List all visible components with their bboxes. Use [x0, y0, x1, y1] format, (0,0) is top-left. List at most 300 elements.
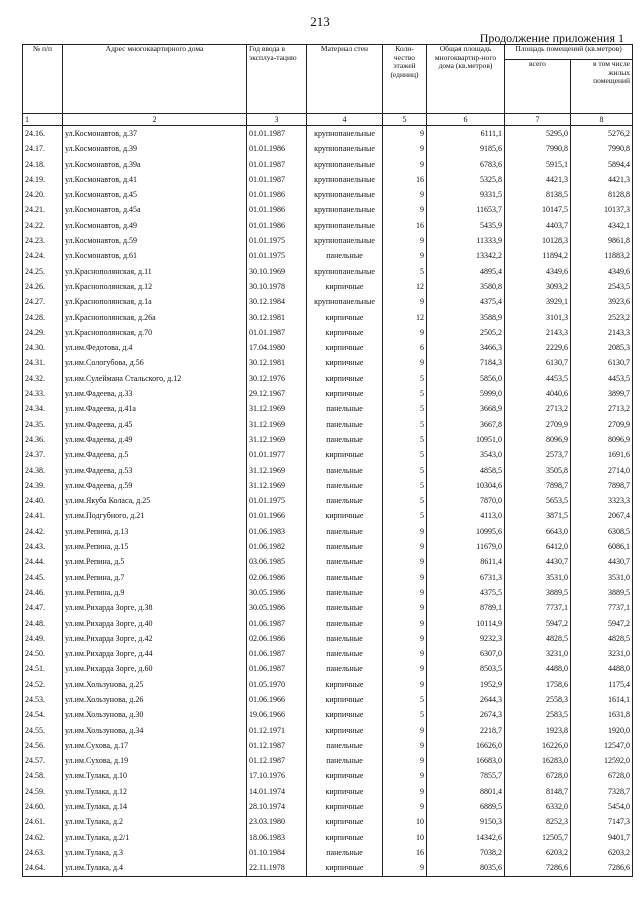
premises-area-all-cell: 1758,6 — [505, 677, 571, 692]
table-row — [23, 264, 633, 279]
premises-area-all-cell: 10128,3 — [505, 233, 571, 248]
floors-cell: 12 — [383, 310, 427, 325]
header-floors: Коли-чество этажей (единиц) — [383, 45, 427, 114]
commissioning-date-cell: 01.01.1966 — [247, 508, 307, 523]
total-area-cell: 8789,1 — [427, 600, 505, 615]
total-area-cell: 1952,9 — [427, 677, 505, 692]
wall-material-cell: кирпичные — [307, 677, 383, 692]
column-number: 3 — [247, 114, 307, 126]
table-row — [23, 845, 633, 860]
floors-cell: 9 — [383, 723, 427, 738]
floors-cell: 5 — [383, 432, 427, 447]
living-area-cell: 6130,7 — [571, 355, 633, 370]
premises-area-all-cell: 3231,0 — [505, 646, 571, 661]
premises-area-all-cell: 1923,8 — [505, 723, 571, 738]
living-area-cell: 12547,0 — [571, 738, 633, 753]
table-row — [23, 218, 633, 233]
commissioning-date-cell: 01.01.1987 — [247, 157, 307, 172]
row-number-cell: 24.46. — [23, 585, 63, 600]
premises-area-all-cell: 3093,2 — [505, 279, 571, 294]
table-row — [23, 631, 633, 646]
total-area-cell: 6731,3 — [427, 570, 505, 585]
floors-cell: 9 — [383, 570, 427, 585]
table-row — [23, 187, 633, 202]
floors-cell: 9 — [383, 355, 427, 370]
living-area-cell: 4421,3 — [571, 172, 633, 187]
premises-area-all-cell: 2573,7 — [505, 447, 571, 462]
premises-area-all-cell: 3871,5 — [505, 508, 571, 523]
living-area-cell: 2543,5 — [571, 279, 633, 294]
premises-area-all-cell: 4403,7 — [505, 218, 571, 233]
floors-cell: 9 — [383, 631, 427, 646]
total-area-cell: 10304,6 — [427, 478, 505, 493]
total-area-cell: 7855,7 — [427, 768, 505, 783]
premises-area-all-cell: 16283,0 — [505, 753, 571, 768]
wall-material-cell: крупнопанельные — [307, 294, 383, 309]
column-number: 2 — [63, 114, 247, 126]
total-area-cell: 8035,6 — [427, 860, 505, 876]
floors-cell: 5 — [383, 264, 427, 279]
total-area-cell: 7870,0 — [427, 493, 505, 508]
commissioning-date-cell: 01.01.1977 — [247, 447, 307, 462]
commissioning-date-cell: 30.10.1978 — [247, 279, 307, 294]
table-row — [23, 340, 633, 355]
address-cell: ул.им.Сухова, д.19 — [63, 753, 247, 768]
total-area-cell: 4895,4 — [427, 264, 505, 279]
premises-area-all-cell: 2713,2 — [505, 401, 571, 416]
commissioning-date-cell: 01.01.1987 — [247, 172, 307, 187]
table-row — [23, 157, 633, 172]
commissioning-date-cell: 01.06.1982 — [247, 539, 307, 554]
floors-cell: 9 — [383, 524, 427, 539]
floors-cell: 5 — [383, 371, 427, 386]
table-row — [23, 570, 633, 585]
floors-cell: 9 — [383, 661, 427, 676]
premises-area-all-cell: 4430,7 — [505, 554, 571, 569]
commissioning-date-cell: 03.06.1985 — [247, 554, 307, 569]
premises-area-all-cell: 16226,0 — [505, 738, 571, 753]
total-area-cell: 6783,6 — [427, 157, 505, 172]
living-area-cell: 3531,0 — [571, 570, 633, 585]
wall-material-cell: панельные — [307, 493, 383, 508]
commissioning-date-cell: 01.01.1987 — [247, 126, 307, 142]
row-number-cell: 24.40. — [23, 493, 63, 508]
living-area-cell: 6308,5 — [571, 524, 633, 539]
wall-material-cell: крупнопанельные — [307, 126, 383, 142]
premises-area-all-cell: 8096,9 — [505, 432, 571, 447]
total-area-cell: 8503,5 — [427, 661, 505, 676]
premises-area-all-cell: 4828,5 — [505, 631, 571, 646]
premises-area-all-cell: 4349,6 — [505, 264, 571, 279]
row-number-cell: 24.24. — [23, 248, 63, 263]
living-area-cell: 4453,5 — [571, 371, 633, 386]
table-row — [23, 126, 633, 142]
address-cell: ул.им.Сулеймана Стальского, д.12 — [63, 371, 247, 386]
premises-area-all-cell: 7898,7 — [505, 478, 571, 493]
address-cell: ул.Космонавтов, д.45 — [63, 187, 247, 202]
living-area-cell: 3889,5 — [571, 585, 633, 600]
floors-cell: 5 — [383, 417, 427, 432]
living-area-cell: 4488,0 — [571, 661, 633, 676]
header-total-area: Общая площадь многоквартир-ного дома (кв.метров) — [427, 45, 505, 114]
address-cell: ул.им.Рихарда Зорге, д.60 — [63, 661, 247, 676]
commissioning-date-cell: 19.06.1966 — [247, 707, 307, 722]
table-row — [23, 753, 633, 768]
living-area-cell: 3323,3 — [571, 493, 633, 508]
header-no: № п/п — [23, 45, 63, 114]
total-area-cell: 9185,6 — [427, 141, 505, 156]
address-cell: ул.Краснополянская, д.70 — [63, 325, 247, 340]
row-number-cell: 24.36. — [23, 432, 63, 447]
row-number-cell: 24.45. — [23, 570, 63, 585]
row-number-cell: 24.50. — [23, 646, 63, 661]
total-area-cell: 16683,0 — [427, 753, 505, 768]
address-cell: ул.им.Тулака, д.3 — [63, 845, 247, 860]
row-number-cell: 24.53. — [23, 692, 63, 707]
floors-cell: 16 — [383, 845, 427, 860]
table-row — [23, 141, 633, 156]
row-number-cell: 24.22. — [23, 218, 63, 233]
address-cell: ул.им.Тулака, д.2/1 — [63, 830, 247, 845]
floors-cell: 5 — [383, 463, 427, 478]
floors-cell: 9 — [383, 325, 427, 340]
premises-area-all-cell: 12505,7 — [505, 830, 571, 845]
address-cell: ул.им.Подгубного, д.21 — [63, 508, 247, 523]
total-area-cell: 4375,5 — [427, 585, 505, 600]
floors-cell: 9 — [383, 784, 427, 799]
row-number-cell: 24.58. — [23, 768, 63, 783]
header-year: Год ввода в эксплуа-тацию — [247, 45, 307, 114]
floors-cell: 9 — [383, 126, 427, 142]
table-row — [23, 202, 633, 217]
table-row — [23, 585, 633, 600]
premises-area-all-cell: 8148,7 — [505, 784, 571, 799]
living-area-cell: 3899,7 — [571, 386, 633, 401]
floors-cell: 9 — [383, 646, 427, 661]
total-area-cell: 8611,4 — [427, 554, 505, 569]
premises-area-all-cell: 7737,1 — [505, 600, 571, 615]
commissioning-date-cell: 01.12.1987 — [247, 753, 307, 768]
column-number: 5 — [383, 114, 427, 126]
row-number-cell: 24.28. — [23, 310, 63, 325]
wall-material-cell: панельные — [307, 248, 383, 263]
premises-area-all-cell: 6412,0 — [505, 539, 571, 554]
living-area-cell: 10137,3 — [571, 202, 633, 217]
floors-cell: 9 — [383, 294, 427, 309]
row-number-cell: 24.64. — [23, 860, 63, 876]
premises-area-all-cell: 3531,0 — [505, 570, 571, 585]
wall-material-cell: кирпичные — [307, 799, 383, 814]
commissioning-date-cell: 28.10.1974 — [247, 799, 307, 814]
wall-material-cell: панельные — [307, 585, 383, 600]
column-number: 7 — [505, 114, 571, 126]
row-number-cell: 24.55. — [23, 723, 63, 738]
living-area-cell: 6086,1 — [571, 539, 633, 554]
total-area-cell: 4375,4 — [427, 294, 505, 309]
address-cell: ул.им.Фадеева, д.45 — [63, 417, 247, 432]
address-cell: ул.Космонавтов, д.61 — [63, 248, 247, 263]
premises-area-all-cell: 2583,5 — [505, 707, 571, 722]
row-number-cell: 24.57. — [23, 753, 63, 768]
address-cell: ул.Космонавтов, д.39а — [63, 157, 247, 172]
row-number-cell: 24.34. — [23, 401, 63, 416]
premises-area-all-cell: 4488,0 — [505, 661, 571, 676]
premises-area-all-cell: 3889,5 — [505, 585, 571, 600]
premises-area-all-cell: 5947,2 — [505, 616, 571, 631]
address-cell: ул.им.Рихарда Зорге, д.42 — [63, 631, 247, 646]
address-cell: ул.Космонавтов, д.45а — [63, 202, 247, 217]
floors-cell: 5 — [383, 493, 427, 508]
wall-material-cell: кирпичные — [307, 830, 383, 845]
wall-material-cell: панельные — [307, 432, 383, 447]
premises-area-all-cell: 4040,6 — [505, 386, 571, 401]
living-area-cell: 4349,6 — [571, 264, 633, 279]
commissioning-date-cell: 17.10.1976 — [247, 768, 307, 783]
premises-area-all-cell: 7990,8 — [505, 141, 571, 156]
address-cell: ул.им.Тулака, д.14 — [63, 799, 247, 814]
wall-material-cell: крупнопанельные — [307, 202, 383, 217]
wall-material-cell: кирпичные — [307, 860, 383, 876]
wall-material-cell: панельные — [307, 600, 383, 615]
floors-cell: 9 — [383, 860, 427, 876]
commissioning-date-cell: 01.01.1987 — [247, 325, 307, 340]
total-area-cell: 2674,3 — [427, 707, 505, 722]
row-number-cell: 24.54. — [23, 707, 63, 722]
wall-material-cell: крупнопанельные — [307, 264, 383, 279]
floors-cell: 9 — [383, 600, 427, 615]
table-row — [23, 600, 633, 615]
living-area-cell: 2523,2 — [571, 310, 633, 325]
table-row — [23, 738, 633, 753]
wall-material-cell: панельные — [307, 401, 383, 416]
address-cell: ул.Краснополянская, д.1а — [63, 294, 247, 309]
wall-material-cell: кирпичные — [307, 325, 383, 340]
floors-cell: 9 — [383, 616, 427, 631]
total-area-cell: 7184,3 — [427, 355, 505, 370]
floors-cell: 9 — [383, 202, 427, 217]
floors-cell: 16 — [383, 218, 427, 233]
commissioning-date-cell: 01.01.1986 — [247, 141, 307, 156]
living-area-cell: 3231,0 — [571, 646, 633, 661]
row-number-cell: 24.23. — [23, 233, 63, 248]
floors-cell: 5 — [383, 692, 427, 707]
total-area-cell: 7038,2 — [427, 845, 505, 860]
wall-material-cell: панельные — [307, 417, 383, 432]
floors-cell: 9 — [383, 157, 427, 172]
commissioning-date-cell: 02.06.1986 — [247, 631, 307, 646]
address-cell: ул.им.Сухова, д.17 — [63, 738, 247, 753]
floors-cell: 5 — [383, 401, 427, 416]
address-cell: ул.им.Рихарда Зорге, д.44 — [63, 646, 247, 661]
table-row — [23, 723, 633, 738]
wall-material-cell: панельные — [307, 738, 383, 753]
commissioning-date-cell: 01.01.1975 — [247, 233, 307, 248]
living-area-cell: 7990,8 — [571, 141, 633, 156]
commissioning-date-cell: 18.06.1983 — [247, 830, 307, 845]
wall-material-cell: панельные — [307, 616, 383, 631]
premises-area-all-cell: 6728,0 — [505, 768, 571, 783]
row-number-cell: 24.18. — [23, 157, 63, 172]
floors-cell: 9 — [383, 753, 427, 768]
address-cell: ул.им.Тулака, д.12 — [63, 784, 247, 799]
table-row — [23, 768, 633, 783]
total-area-cell: 4858,5 — [427, 463, 505, 478]
commissioning-date-cell: 02.06.1986 — [247, 570, 307, 585]
total-area-cell: 3667,8 — [427, 417, 505, 432]
table-row — [23, 432, 633, 447]
premises-area-all-cell: 3929,1 — [505, 294, 571, 309]
table-row — [23, 707, 633, 722]
table-row — [23, 463, 633, 478]
wall-material-cell: панельные — [307, 539, 383, 554]
wall-material-cell: крупнопанельные — [307, 218, 383, 233]
table-row — [23, 692, 633, 707]
total-area-cell: 4113,0 — [427, 508, 505, 523]
wall-material-cell: кирпичные — [307, 814, 383, 829]
table-row — [23, 325, 633, 340]
living-area-cell: 6203,2 — [571, 845, 633, 860]
table-row — [23, 493, 633, 508]
commissioning-date-cell: 30.10.1969 — [247, 264, 307, 279]
address-cell: ул.им.Репина, д.9 — [63, 585, 247, 600]
continuation-note: Продолжение приложения 1 — [479, 31, 624, 45]
floors-cell: 9 — [383, 248, 427, 263]
table-row — [23, 310, 633, 325]
wall-material-cell: панельные — [307, 463, 383, 478]
total-area-cell: 5435,9 — [427, 218, 505, 233]
table-row — [23, 524, 633, 539]
wall-material-cell: панельные — [307, 646, 383, 661]
floors-cell: 9 — [383, 768, 427, 783]
premises-area-all-cell: 5915,1 — [505, 157, 571, 172]
floors-cell: 9 — [383, 554, 427, 569]
address-cell: ул.им.Хользунова, д.34 — [63, 723, 247, 738]
living-area-cell: 2143,3 — [571, 325, 633, 340]
table-body — [23, 126, 633, 877]
premises-area-all-cell: 11894,2 — [505, 248, 571, 263]
address-cell: ул.им.Хользунова, д.30 — [63, 707, 247, 722]
page-number: 213 — [310, 14, 330, 29]
row-number-cell: 24.44. — [23, 554, 63, 569]
table-row — [23, 478, 633, 493]
premises-area-all-cell: 8138,5 — [505, 187, 571, 202]
total-area-cell: 14342,6 — [427, 830, 505, 845]
address-cell: ул.им.Фадеева, д.5 — [63, 447, 247, 462]
column-number: 6 — [427, 114, 505, 126]
address-cell: ул.им.Репина, д.13 — [63, 524, 247, 539]
total-area-cell: 10995,6 — [427, 524, 505, 539]
living-area-cell: 1631,8 — [571, 707, 633, 722]
floors-cell: 9 — [383, 677, 427, 692]
wall-material-cell: панельные — [307, 753, 383, 768]
address-cell: ул.им.Фадеева, д.33 — [63, 386, 247, 401]
living-area-cell: 6728,0 — [571, 768, 633, 783]
address-cell: ул.им.Хользунова, д.25 — [63, 677, 247, 692]
living-area-cell: 1175,4 — [571, 677, 633, 692]
address-cell: ул.им.Репина, д.15 — [63, 539, 247, 554]
total-area-cell: 11333,9 — [427, 233, 505, 248]
header-address: Адрес многоквартирного дома — [63, 45, 247, 114]
address-cell: ул.Космонавтов, д.39 — [63, 141, 247, 156]
wall-material-cell: кирпичные — [307, 692, 383, 707]
living-area-cell: 2714,0 — [571, 463, 633, 478]
address-cell: ул.им.Тулака, д.4 — [63, 860, 247, 876]
address-cell: ул.им.Рихарда Зорге, д.38 — [63, 600, 247, 615]
row-number-cell: 24.33. — [23, 386, 63, 401]
floors-cell: 6 — [383, 340, 427, 355]
table-row — [23, 830, 633, 845]
total-area-cell: 10114,9 — [427, 616, 505, 631]
living-area-cell: 2085,3 — [571, 340, 633, 355]
wall-material-cell: крупнопанельные — [307, 233, 383, 248]
total-area-cell: 3580,8 — [427, 279, 505, 294]
commissioning-date-cell: 01.01.1986 — [247, 202, 307, 217]
address-cell: ул.Космонавтов, д.37 — [63, 126, 247, 142]
floors-cell: 5 — [383, 478, 427, 493]
commissioning-date-cell: 01.12.1987 — [247, 738, 307, 753]
total-area-cell: 10951,0 — [427, 432, 505, 447]
floors-cell: 9 — [383, 233, 427, 248]
total-area-cell: 6307,0 — [427, 646, 505, 661]
premises-area-all-cell: 2143,3 — [505, 325, 571, 340]
commissioning-date-cell: 01.12.1971 — [247, 723, 307, 738]
total-area-cell: 2505,2 — [427, 325, 505, 340]
commissioning-date-cell: 30.12.1981 — [247, 355, 307, 370]
living-area-cell: 7147,3 — [571, 814, 633, 829]
floors-cell: 10 — [383, 814, 427, 829]
address-cell: ул.Космонавтов, д.41 — [63, 172, 247, 187]
row-number-cell: 24.17. — [23, 141, 63, 156]
commissioning-date-cell: 01.01.1986 — [247, 187, 307, 202]
table-row — [23, 294, 633, 309]
row-number-cell: 24.51. — [23, 661, 63, 676]
premises-area-all-cell: 6130,7 — [505, 355, 571, 370]
address-cell: ул.Космонавтов, д.59 — [63, 233, 247, 248]
total-area-cell: 3588,9 — [427, 310, 505, 325]
floors-cell: 5 — [383, 508, 427, 523]
wall-material-cell: крупнопанельные — [307, 141, 383, 156]
living-area-cell: 5276,2 — [571, 126, 633, 142]
row-number-cell: 24.25. — [23, 264, 63, 279]
commissioning-date-cell: 01.01.1975 — [247, 248, 307, 263]
address-cell: ул.им.Рихарда Зорге, д.40 — [63, 616, 247, 631]
living-area-cell: 5894,4 — [571, 157, 633, 172]
total-area-cell: 9331,5 — [427, 187, 505, 202]
floors-cell: 9 — [383, 141, 427, 156]
living-area-cell: 5454,0 — [571, 799, 633, 814]
living-area-cell: 8128,8 — [571, 187, 633, 202]
wall-material-cell: панельные — [307, 570, 383, 585]
total-area-cell: 5325,8 — [427, 172, 505, 187]
commissioning-date-cell: 30.12.1981 — [247, 310, 307, 325]
address-cell: ул.им.Фадеева, д.53 — [63, 463, 247, 478]
premises-area-all-cell: 3505,8 — [505, 463, 571, 478]
row-number-cell: 24.60. — [23, 799, 63, 814]
total-area-cell: 5856,0 — [427, 371, 505, 386]
address-cell: ул.им.Фадеева, д.41а — [63, 401, 247, 416]
wall-material-cell: кирпичные — [307, 508, 383, 523]
living-area-cell: 1614,1 — [571, 692, 633, 707]
address-cell: ул.им.Тулака, д.10 — [63, 768, 247, 783]
total-area-cell: 13342,2 — [427, 248, 505, 263]
wall-material-cell: крупнопанельные — [307, 187, 383, 202]
table-row — [23, 661, 633, 676]
address-cell: ул.Краснополянская, д.26а — [63, 310, 247, 325]
floors-cell: 10 — [383, 830, 427, 845]
table-row — [23, 860, 633, 876]
commissioning-date-cell: 31.12.1969 — [247, 401, 307, 416]
row-number-cell: 24.35. — [23, 417, 63, 432]
